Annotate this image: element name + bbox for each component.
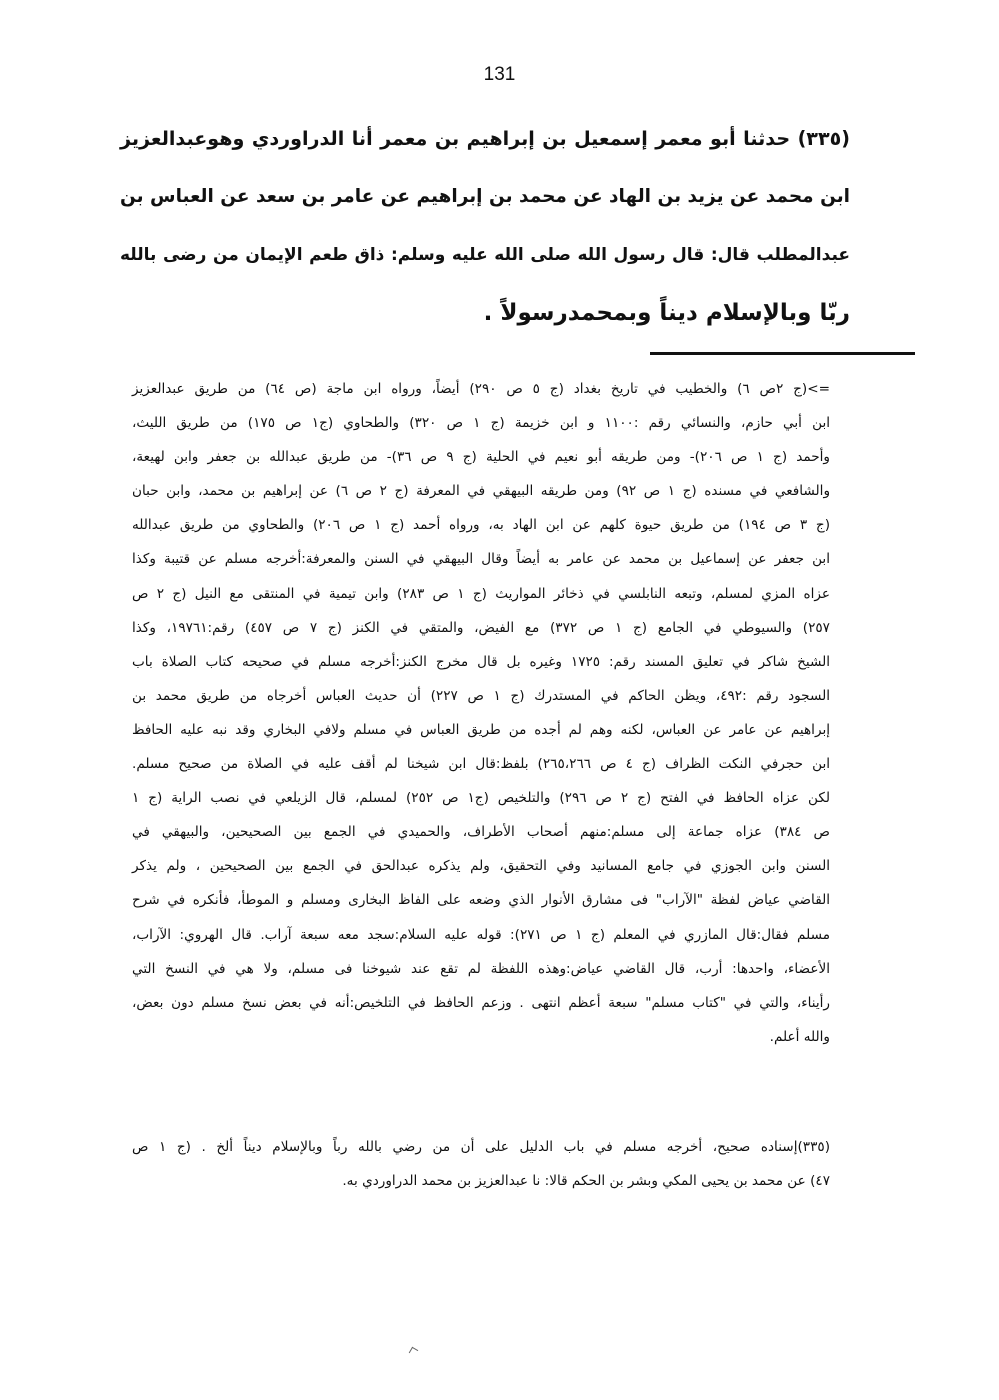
footnote-line: ص ٣٨٤) عزاه جماعة إلى مسلم:منهم أصحاب الأطراف، والحميدي في الجمع بين الصحيحين، والبيهقي في (132, 824, 830, 841)
footnote-335 (132, 1130, 830, 1198)
hadith-line: (٣٣٥) حدثنا أبو معمر إسمعيل بن إبراهيم بن معمر أنا الدراوردي وهوعبدالعزيز (120, 127, 850, 150)
footnote-line: القاضي عياض لفظة "الآراب" فى مشارق الأنوار الذي وضعه على الفاظ البخارى ومسلم و الموطأ، فأنكره في شرح (132, 892, 830, 909)
footnote-line: ٤٧) عن محمد بن يحيى المكي وبشر بن الحكم قالا: نا عبدالعزيز بن محمد الدراوردي به. (342, 1173, 830, 1189)
footnote-line: الشيخ شاكر في تعليق المسند رقم: ١٧٢٥ وغيره بل قال مخرج الكنز:أخرجه مسلم في صحيحه كتاب الصلاة باب (132, 653, 831, 670)
footnote-line: =>(ج ٢ص ٦) والخطيب في تاريخ بغداد (ج ٥ ص ٢٩٠) أيضاً، ورواه ابن ماجة (ص ٦٤) من طريق عبدالعزيز (132, 381, 831, 397)
footnote-continued (132, 372, 830, 1054)
hadith-line: عبدالمطلب قال: قال رسول الله صلى الله عليه وسلم: ذاق طعم الإيمان من رضى بالله (120, 245, 850, 265)
footnote-line: إبراهيم عن عامر عن العباس، لكنه وهم لم أجده من طريق العباس في مسلم ولافي البخاري وقد نبه عليه الحافظ (132, 721, 830, 738)
footnote-line: عزاه المزي لمسلم، وتبعه النابلسي في ذخائر المواريث (ج ١ ص ٢٨٣) وابن تيمية في المنتقى مع النيل (ج ٢ ص (132, 585, 830, 602)
page-number: 131 (483, 64, 516, 85)
footnote-line: والشافعي في مسنده (ج ١ ص ٩٢) ومن طريقه البيهقي في المعرفة (ج ٢ ص ٦) عن إبراهيم بن محمد، وابن حبان (132, 483, 831, 500)
footnote-line: ابن أبي حازم، والنسائي رقم :١١٠٠ و ابن خزيمة (ج ١ ص ٣٢٠) والطحاوي (ج١ ص ١٧٥) من طريق الليث، (132, 415, 830, 432)
scan-mark (409, 1347, 419, 1357)
footnote-line: (٣٣٥)إسناده صحيح، أخرجه مسلم في باب الدليل على أن من رضي بالله رباً وبالإسلام ديناً ألخ . (ج ١ ص (132, 1139, 830, 1155)
footnote-line: ٢٥٧) والسيوطي في الجامع (ج ١ ص ٣٧٢) مع الفيض، والمتقي في الكنز (ج ٧ ص ٤٥٧) رقم:١٩٧٦١، وكذا (132, 619, 830, 636)
footnote-line: رأيناء، والتي في "كتاب مسلم" سبعة أعظم انتهى . وزعم الحافظ في التلخيص:أنه في بعض نسخ مسلم دون بعض، (132, 994, 830, 1011)
footnote-line: السجود رقم :٤٩٢، ويظن الحاكم في المستدرك (ج ١ ص ٢٢٧) أن حديث العباس أخرجاه من طريق محمد بن (132, 687, 831, 704)
footnote-line: وأحمد (ج ١ ص ٢٠٦)- ومن طريقه أبو نعيم في الحلية (ج ٩ ص ٣٦)- من طريق عبدالله بن جعفر وابن لهيعة، (132, 449, 830, 466)
footnote-line: والله أعلم. (769, 1028, 830, 1045)
footnote-line: ابن جعفر عن إسماعيل بن محمد عن عامر به أيضاً وقال البيهقي في السنن والمعرفة:أخرجه مسلم عن قتيبة وكذا (132, 551, 830, 568)
footnote-line: السنن وابن الجوزي في جامع المسانيد وفي التحقيق، ولم يذكره عبدالحق في الجمع بين الصحيحين ، ولم يذكر (132, 858, 830, 875)
footnote-divider (650, 352, 915, 355)
footnote-line: الأعضاء، واحدها: أرب، قال القاضي عياض:وهذه اللفظة لم تقع عند شيوخنا فى مسلم، ولا هي في النسخ التي (132, 960, 830, 977)
footnote-line: ابن حجرفي النكت الظراف (ج ٤ ص ٢٦٥،٢٦٦) بلفظ:قال ابن شيخنا لم أقف عليه في الصلاة من صحيح مسلم. (132, 756, 831, 773)
hadith-line: ربّا وبالإسلام ديناً وبمحمدرسولاً . (483, 300, 850, 326)
hadith-line: ابن محمد عن يزيد بن الهاد عن محمد بن إبراهيم عن عامر بن سعد عن العباس بن (120, 186, 850, 207)
footnote-line: مسلم فقال:قال المازري في المعلم (ج ١ ص ٢٧١): قوله عليه السلام:سجد معه سبعة آراب. قال الهروي: الآراب، (132, 926, 831, 943)
hadith-text (120, 110, 850, 342)
footnote-line: لكن عزاه الحافظ في الفتح (ج ٢ ص ٢٩٦) والتلخيص (ج١ ص ٢٥٢) لمسلم، قال الزيلعي في نصب الراية (ج ١ (132, 790, 831, 807)
footnote-line: (ج ٣ ص ١٩٤) من طريق حيوة كلهم عن ابن الهاد به، ورواه أحمد (ج ١ ص ٢٠٦) والطحاوي من طريق عبدالله (132, 517, 831, 534)
